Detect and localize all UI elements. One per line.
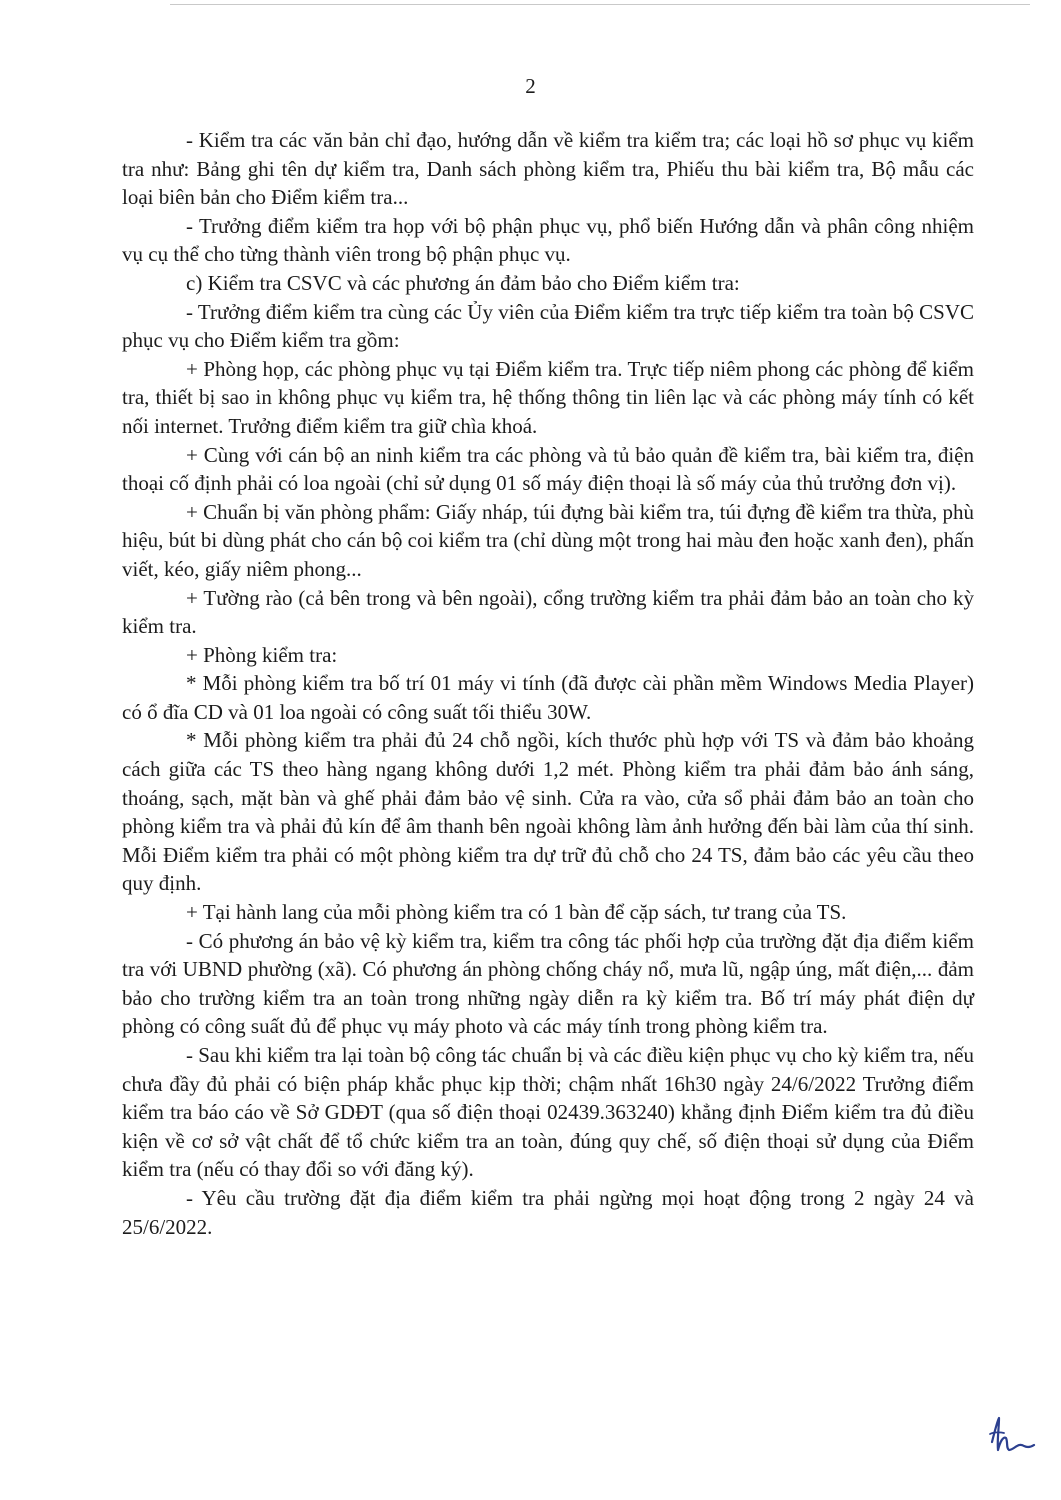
paragraph-hallway-table: + Tại hành lang của mỗi phòng kiểm tra có 1 bàn để cặp sách, tư trang của TS. — [186, 900, 847, 925]
paragraph-protection-plan: - Có phương án bảo vệ kỳ kiểm tra, kiểm tra công tác phối hợp của trường đặt địa điểm kiểm tra với UBND phường (xã). Có phương án phòng chống cháy nổ, mưa lũ, ngập úng, mất điện,... đảm bảo cho trường kiểm tra an toàn trong những ngày diễn ra kỳ kiểm tra. Bố trí máy phát điện dự phòng có công suất đủ để phục vụ máy photo và các máy tính trong phòng kiểm tra. — [122, 928, 974, 1039]
paragraph-fence-gate: + Tường rào (cả bên trong và bên ngoài), cổng trường kiểm tra phải đảm bảo an toàn cho kỳ kiểm tra. — [122, 585, 974, 639]
paragraph-suspend-activities: - Yêu cầu trường đặt địa điểm kiểm tra phải ngừng mọi hoạt động trong 2 ngày 24 và 25/6/2022. — [122, 1185, 974, 1239]
paragraph-service-meeting: - Trưởng điểm kiểm tra họp với bộ phận phục vụ, phổ biến Hướng dẫn và phân công nhiệm vụ cụ thể cho từng thành viên trong bộ phận phục vụ. — [122, 213, 974, 267]
paragraph-check-documents: - Kiểm tra các văn bản chỉ đạo, hướng dẫn về kiểm tra kiểm tra; các loại hồ sơ phục vụ kiểm tra như: Bảng ghi tên dự kiểm tra, Danh sách phòng kiểm tra, Phiếu thu bài kiểm tra, Bộ mẫu các loại biên bản cho Điểm kiểm tra... — [122, 128, 974, 210]
paragraph-room-seating: * Mỗi phòng kiểm tra phải đủ 24 chỗ ngồi, kích thước phù hợp với TS và đảm bảo khoảng cách giữa các TS theo hàng ngang không dưới 1,2 mét. Phòng kiểm tra phải đảm bảo ánh sáng, thoáng, sạch, mặt bàn và ghế phải đảm bảo vệ sinh. Cửa ra vào, cửa sổ phải đảm bảo an toàn cho phòng kiểm tra và phải đủ kín để âm thanh bên ngoài không làm ảnh hưởng đến bài làm của thí sinh. Mỗi Điểm kiểm tra phải có một phòng kiểm tra dự trữ đủ chỗ cho 24 TS, đảm bảo các yêu cầu theo quy định. — [122, 728, 974, 896]
paragraph-security-check: + Cùng với cán bộ an ninh kiểm tra các phòng và tủ bảo quản đề kiểm tra, bài kiểm tra, điện thoại cố định phải có loa ngoài (chỉ sử dụng 01 số máy điện thoại là số máy của thủ trưởng đơn vị). — [122, 442, 974, 496]
paragraph-stationery: + Chuẩn bị văn phòng phẩm: Giấy nháp, túi đựng bài kiểm tra, túi đựng đề kiểm tra thừa, phù hiệu, bút bi dùng phát cho cán bộ coi kiểm tra (chỉ dùng một trong hai màu đen hoặc xanh đen), phấn viết, kéo, giấy niêm phong... — [122, 499, 974, 581]
page-number: 2 — [525, 74, 536, 98]
signature-initials-icon — [986, 1412, 1036, 1458]
page-top-rule — [170, 4, 1030, 5]
paragraph-section-c-heading: c) Kiểm tra CSVC và các phương án đảm bảo cho Điểm kiểm tra: — [186, 270, 740, 295]
paragraph-exam-room-heading: + Phòng kiểm tra: — [186, 642, 338, 667]
paragraph-inspect-facilities: - Trưởng điểm kiểm tra cùng các Ủy viên của Điểm kiểm tra trực tiếp kiểm tra toàn bộ CSVC phục vụ cho Điểm kiểm tra gồm: — [122, 299, 974, 353]
paragraph-meeting-rooms: + Phòng họp, các phòng phục vụ tại Điểm kiểm tra. Trực tiếp niêm phong các phòng để kiểm tra, thiết bị sao in không phục vụ kiểm tra, hệ thống thông tin liên lạc và các phòng máy tính có kết nối internet. Trưởng điểm kiểm tra giữ chìa khoá. — [122, 356, 974, 438]
paragraph-computer-equipment: * Mỗi phòng kiểm tra bố trí 01 máy vi tính (đã được cài phần mềm Windows Media Player) có ổ đĩa CD và 01 loa ngoài có công suất tối thiểu 30W. — [122, 671, 974, 724]
document-body — [122, 126, 974, 1241]
paragraph-report-deadline: - Sau khi kiểm tra lại toàn bộ công tác chuẩn bị và các điều kiện phục vụ cho kỳ kiểm tra, nếu chưa đầy đủ phải có biện pháp khắc phục kịp thời; chậm nhất 16h30 ngày 24/6/2022 Trưởng điểm kiểm tra báo cáo về Sở GDĐT (qua số điện thoại 02439.363240) khẳng định Điểm kiểm tra đủ điều kiện về cơ sở vật chất để tổ chức kiểm tra an toàn, đúng quy chế, số điện thoại sử dụng của Điểm kiểm tra (nếu có thay đổi so với đăng ký). — [122, 1043, 974, 1182]
